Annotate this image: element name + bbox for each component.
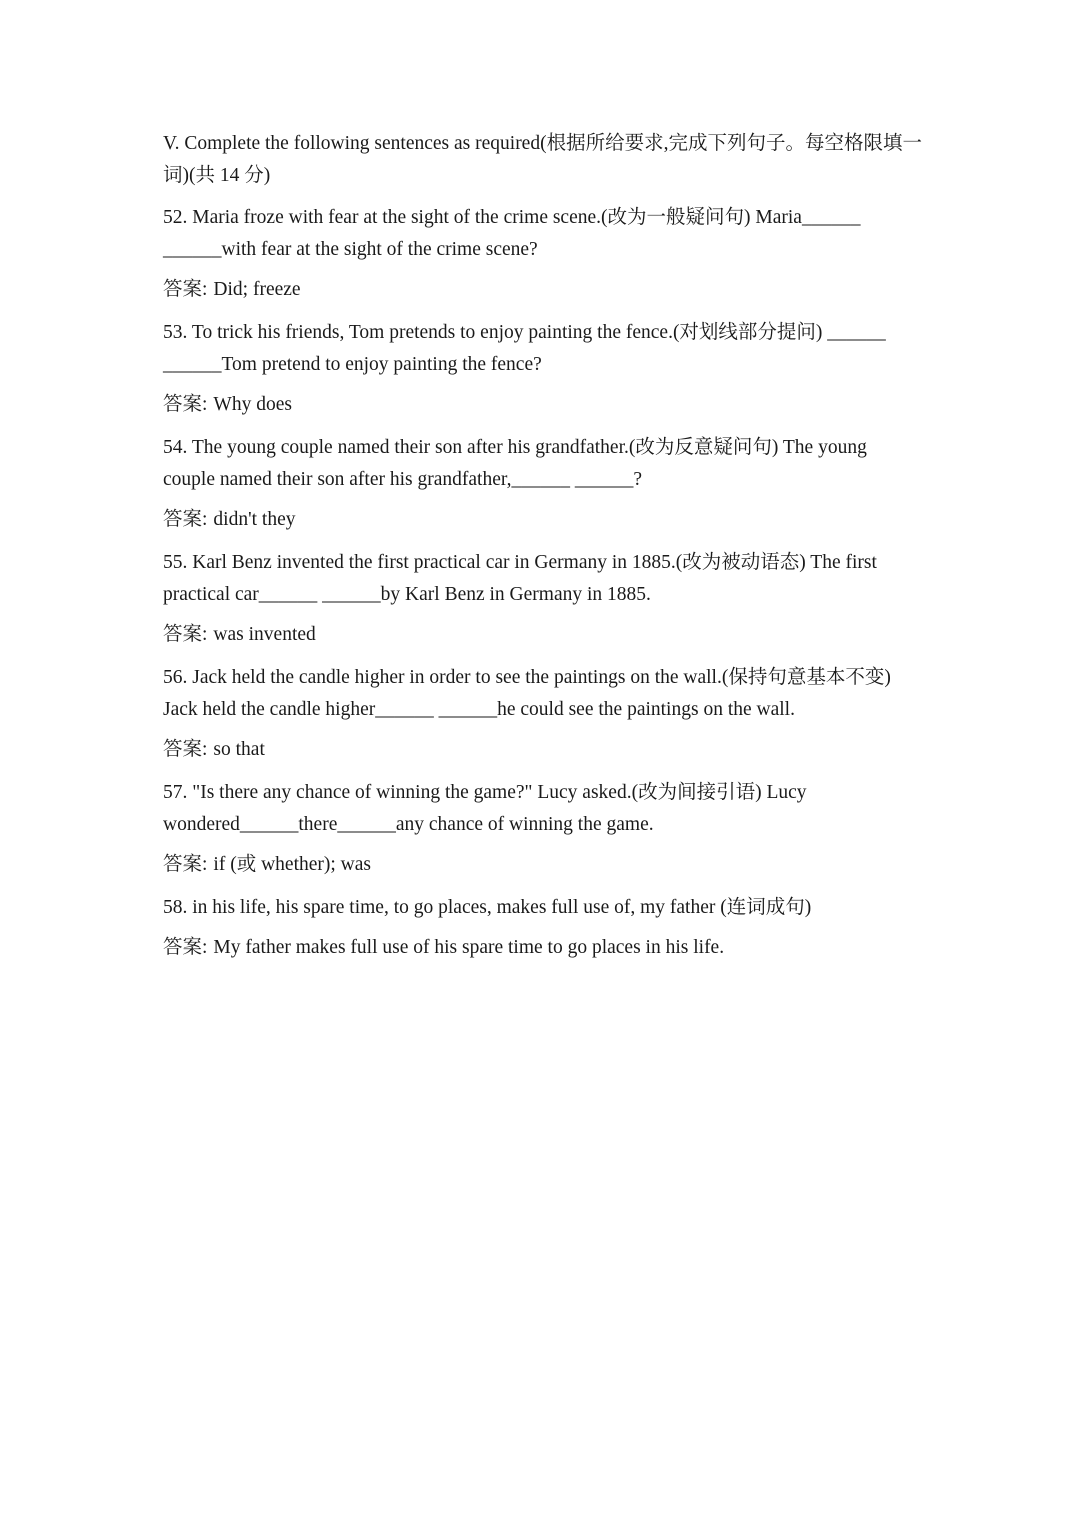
- answer-text: Did; freeze: [213, 279, 301, 300]
- section-title: V. Complete the following sentences as required(根据所给要求,完成下列句子。每空格限填一词)(共 14 分): [163, 133, 922, 186]
- question-57: 57. "Is there any chance of winning the game?" Lucy asked.(改为间接引语) Lucy wondered______there______any chance of winning the game.: [163, 782, 807, 835]
- answer-text: so that: [213, 739, 265, 760]
- answer-57: [163, 849, 923, 881]
- question-56: 56. Jack held the candle higher in order to see the paintings on the wall.(保持句意基本不变) Jack held the candle higher______ ______he could see the paintings on the wall.: [163, 667, 891, 720]
- answer-text: didn't they: [213, 509, 296, 530]
- answer-text: if (或 whether); was: [213, 854, 371, 875]
- answer-label: 答案:: [163, 509, 208, 530]
- question-58: 58. in his life, his spare time, to go places, makes full use of, my father (连词成句): [163, 897, 812, 918]
- question-54: 54. The young couple named their son after his grandfather.(改为反意疑问句) The young couple named their son after his grandfather,______ ______?: [163, 437, 867, 490]
- question-55: 55. Karl Benz invented the first practical car in Germany in 1885.(改为被动语态) The first practical car______ ______by Karl Benz in Germany in 1885.: [163, 552, 877, 605]
- answer-label: 答案:: [163, 394, 208, 415]
- answer-label: 答案:: [163, 279, 208, 300]
- answer-label: 答案:: [163, 624, 208, 645]
- answer-label: 答案:: [163, 937, 208, 958]
- question-52: 52. Maria froze with fear at the sight of the crime scene.(改为一般疑问句) Maria______ ______with fear at the sight of the crime scene?: [163, 207, 861, 260]
- answer-52: [163, 274, 923, 306]
- question-53: 53. To trick his friends, Tom pretends to enjoy painting the fence.(对划线部分提问) ______ ______Tom pretend to enjoy painting the fence?: [163, 322, 886, 375]
- answer-label: 答案:: [163, 854, 208, 875]
- answer-54: [163, 504, 923, 536]
- answer-53: [163, 389, 923, 421]
- answer-label: 答案:: [163, 739, 208, 760]
- document-page: [163, 128, 923, 975]
- answer-58: [163, 932, 923, 964]
- answer-text: Why does: [213, 394, 292, 415]
- answer-55: [163, 619, 923, 651]
- answer-56: [163, 734, 923, 766]
- answer-text: My father makes full use of his spare time to go places in his life.: [213, 937, 725, 958]
- answer-text: was invented: [213, 624, 316, 645]
